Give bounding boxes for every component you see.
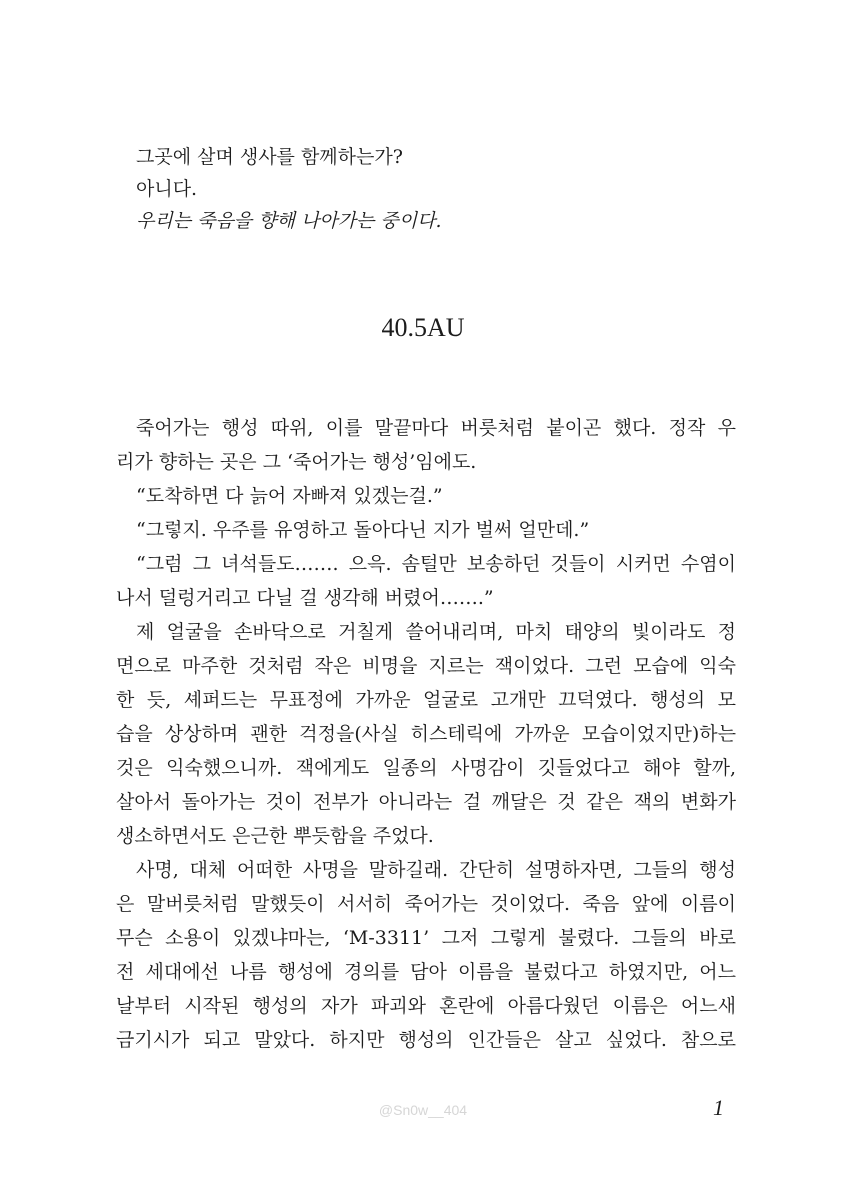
intro-line-italic: 우리는 죽음을 향해 나아가는 중이다. xyxy=(136,210,442,232)
body-line: “도착하면 다 늙어 자빠져 있겠는걸.” xyxy=(136,485,443,507)
body-line: 나서 덜렁거리고 다닐 걸 생각해 버렸어…….” xyxy=(116,587,494,609)
page-number: 1 xyxy=(713,1095,724,1120)
body-line: 한 듯, 셰퍼드는 무표정에 가까운 얼굴로 고개만 끄덕였다. 행성의 모 xyxy=(116,689,736,711)
intro-line: 아니다. xyxy=(136,178,198,200)
intro-line: 그곳에 살며 생사를 함께하는가? xyxy=(136,146,403,168)
body-line: 살아서 돌아가는 것이 전부가 아니라는 걸 깨달은 것 같은 잭의 변화가 xyxy=(116,791,736,813)
body-line: 리가 향하는 곳은 그 ‘죽어가는 행성’임에도. xyxy=(116,451,477,473)
body-line: “그럼 그 녀석들도……. 으윽. 솜털만 보송하던 것들이 시커먼 수염이 xyxy=(136,553,736,575)
body-line: 무슨 소용이 있겠냐마는, ‘M-3311’ 그저 그렇게 불렸다. 그들의 바로 xyxy=(116,927,736,949)
body-line: 은 말버릇처럼 말했듯이 서서히 죽어가는 것이었다. 죽음 앞에 이름이 xyxy=(116,893,736,915)
body-line: 금기시가 되고 말았다. 하지만 행성의 인간들은 살고 싶었다. 참으로 xyxy=(116,1029,736,1051)
watermark: @Sn0w__404 xyxy=(378,1102,468,1118)
body-line: 사명, 대체 어떠한 사명을 말하길래. 간단히 설명하자면, 그들의 행성 xyxy=(136,859,736,881)
body-line: 제 얼굴을 손바닥으로 거칠게 쓸어내리며, 마치 태양의 빛이라도 정 xyxy=(136,621,736,643)
section-heading: 40.5AU xyxy=(381,313,465,342)
body-line: 날부터 시작된 행성의 자가 파괴와 혼란에 아름다웠던 이름은 어느새 xyxy=(116,995,736,1017)
body-line: 것은 익숙했으니까. 잭에게도 일종의 사명감이 깃들었다고 해야 할까, xyxy=(116,757,736,779)
body-line: “그렇지. 우주를 유영하고 돌아다닌 지가 벌써 얼만데.” xyxy=(136,519,590,541)
body-line: 습을 상상하며 괜한 걱정을(사실 히스테릭에 가까운 모습이었지만)하는 xyxy=(116,723,736,745)
body-line: 면으로 마주한 것처럼 작은 비명을 지르는 잭이었다. 그런 모습에 익숙 xyxy=(116,655,736,677)
body-line: 생소하면서도 은근한 뿌듯함을 주었다. xyxy=(116,825,434,847)
body-line: 전 세대에선 나름 행성에 경의를 담아 이름을 불렀다고 하였지만, 어느 xyxy=(116,961,736,983)
body-line: 죽어가는 행성 따위, 이를 말끝마다 버릇처럼 붙이곤 했다. 정작 우 xyxy=(136,417,736,439)
